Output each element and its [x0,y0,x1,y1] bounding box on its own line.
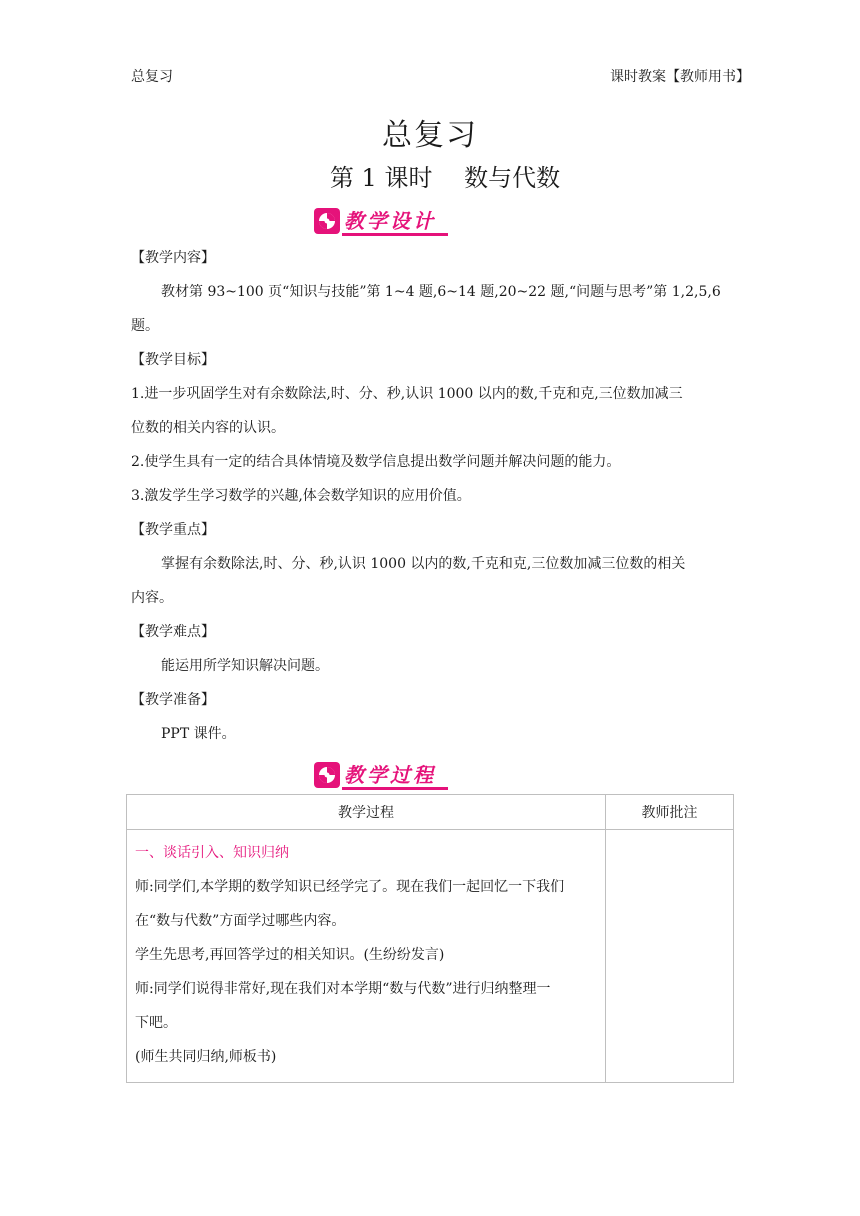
content-line-1: 教材第 93~100 页“知识与技能”第 1~4 题,6~14 题,20~22 题,“问题与思考”第 1,2,5,6 [161,284,721,300]
key-line-2: 内容。 [131,590,173,606]
heading-key: 【教学重点】 [131,522,215,538]
banner-process-label: 教学过程 [344,763,436,787]
heading-difficulty: 【教学难点】 [131,624,215,640]
header-left: 总复习 [131,69,173,85]
process-line: 下吧。 [135,1015,177,1031]
header-right: 课时教案【教师用书】 [610,69,750,85]
heading-content: 【教学内容】 [131,250,215,266]
banner-design-label: 教学设计 [344,209,436,233]
banner-underline [342,787,448,790]
heading-prep: 【教学准备】 [131,692,215,708]
section-title-intro: 一、谈话引入、知识归纳 [135,845,289,861]
banner-teaching-process [314,760,448,790]
goal-line-1: 1.进一步巩固学生对有余数除法,时、分、秒,认识 1000 以内的数,千克和克,三位数加减三 [131,386,683,402]
table-header-row [127,795,734,830]
process-table [126,794,734,1083]
goal-line-4: 3.激发学生学习数学的兴趣,体会数学知识的应用价值。 [131,488,471,504]
banner-teaching-design [314,206,448,236]
process-cell [127,830,606,1083]
page-title: 总复习 [382,118,478,153]
content-line-2: 题。 [131,318,159,334]
process-line: 师:同学们,本学期的数学知识已经学完了。现在我们一起回忆一下我们 [135,879,565,895]
process-line: (师生共同归纳,师板书) [135,1049,277,1065]
teacher-notes-cell [606,830,734,1083]
difficulty-line-1: 能运用所学知识解决问题。 [161,658,329,674]
prep-line-1: PPT 课件。 [161,726,236,742]
table-row [127,830,734,1083]
process-line: 学生先思考,再回答学过的相关知识。(生纷纷发言) [135,947,445,963]
flower-logo-icon [314,762,340,788]
key-line-1: 掌握有余数除法,时、分、秒,认识 1000 以内的数,千克和克,三位数加减三位数的相关 [161,556,686,572]
goal-line-3: 2.使学生具有一定的结合具体情境及数学信息提出数学问题并解决问题的能力。 [131,454,621,470]
lesson-subtitle: 第 1 课时 数与代数 [329,164,561,192]
process-line: 在“数与代数”方面学过哪些内容。 [135,913,346,929]
col-header-process: 教学过程 [127,795,606,830]
col-header-notes: 教师批注 [606,795,734,830]
banner-underline [342,233,448,236]
flower-logo-icon [314,208,340,234]
goal-line-2: 位数的相关内容的认识。 [131,420,285,436]
heading-goals: 【教学目标】 [131,352,215,368]
process-line: 师:同学们说得非常好,现在我们对本学期“数与代数”进行归纳整理一 [135,981,551,997]
